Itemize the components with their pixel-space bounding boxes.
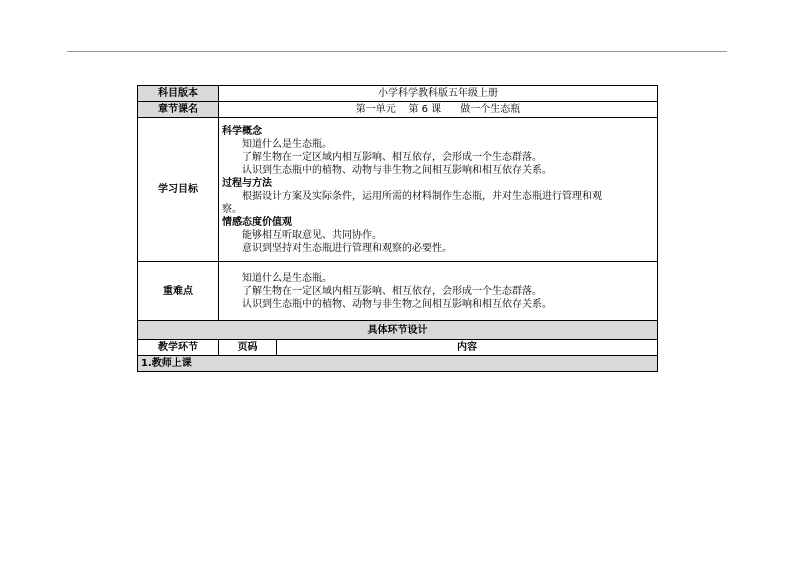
row-column-headers bbox=[138, 340, 658, 356]
key-point-line: 了解生物在一定区域内相互影响、相互依存，会形成一个生态群落。 bbox=[242, 285, 542, 297]
objective-line-wrap: 察。 bbox=[222, 203, 242, 215]
objective-heading-concepts: 科学概念 bbox=[222, 125, 262, 137]
row-design-title bbox=[138, 321, 658, 340]
key-point-line: 认识到生态瓶中的植物、动物与非生物之间相互影响和相互依存关系。 bbox=[242, 298, 552, 310]
objective-line: 意识到坚持对生态瓶进行管理和观察的必要性。 bbox=[242, 242, 452, 254]
objective-line: 能够相互听取意见、共同协作。 bbox=[242, 229, 382, 241]
objective-heading-process: 过程与方法 bbox=[222, 177, 272, 189]
row-chapter-lesson bbox=[138, 102, 658, 118]
chapter-lesson-label: 章节课名 bbox=[138, 102, 219, 118]
key-point-line: 知道什么是生态瓶。 bbox=[242, 272, 332, 284]
objective-line: 根据设计方案及实际条件，运用所需的材料制作生态瓶，并对生态瓶进行管理和观 bbox=[242, 190, 602, 202]
row-learning-objectives bbox=[138, 118, 658, 262]
row-key-points bbox=[138, 262, 658, 321]
column-header-stage: 教学环节 bbox=[138, 340, 219, 356]
design-title: 具体环节设计 bbox=[138, 321, 658, 340]
column-header-content: 内容 bbox=[277, 340, 658, 356]
column-header-page: 页码 bbox=[219, 340, 277, 356]
key-points-content bbox=[219, 262, 658, 321]
objective-line: 了解生物在一定区域内相互影响、相互依存，会形成一个生态群落。 bbox=[242, 151, 542, 163]
learning-objectives-label: 学习目标 bbox=[138, 118, 219, 262]
objective-line: 认识到生态瓶中的植物、动物与非生物之间相互影响和相互依存关系。 bbox=[242, 164, 552, 176]
header-rule bbox=[67, 51, 727, 52]
learning-objectives-content bbox=[219, 118, 658, 262]
subject-version-label: 科目版本 bbox=[138, 86, 219, 102]
key-points-label: 重难点 bbox=[138, 262, 219, 321]
row-section-teacher bbox=[138, 356, 658, 372]
objective-heading-attitude: 情感态度价值观 bbox=[222, 216, 292, 228]
section-teacher-lecture: 1.教师上课 bbox=[138, 356, 658, 372]
chapter-lesson-value: 第一单元 第 6 课 做一个生态瓶 bbox=[219, 102, 658, 118]
row-subject-version bbox=[138, 86, 658, 102]
objective-line: 知道什么是生态瓶。 bbox=[242, 138, 332, 150]
subject-version-value: 小学科学教科版五年级上册 bbox=[219, 86, 658, 102]
lesson-plan-table bbox=[137, 85, 658, 372]
